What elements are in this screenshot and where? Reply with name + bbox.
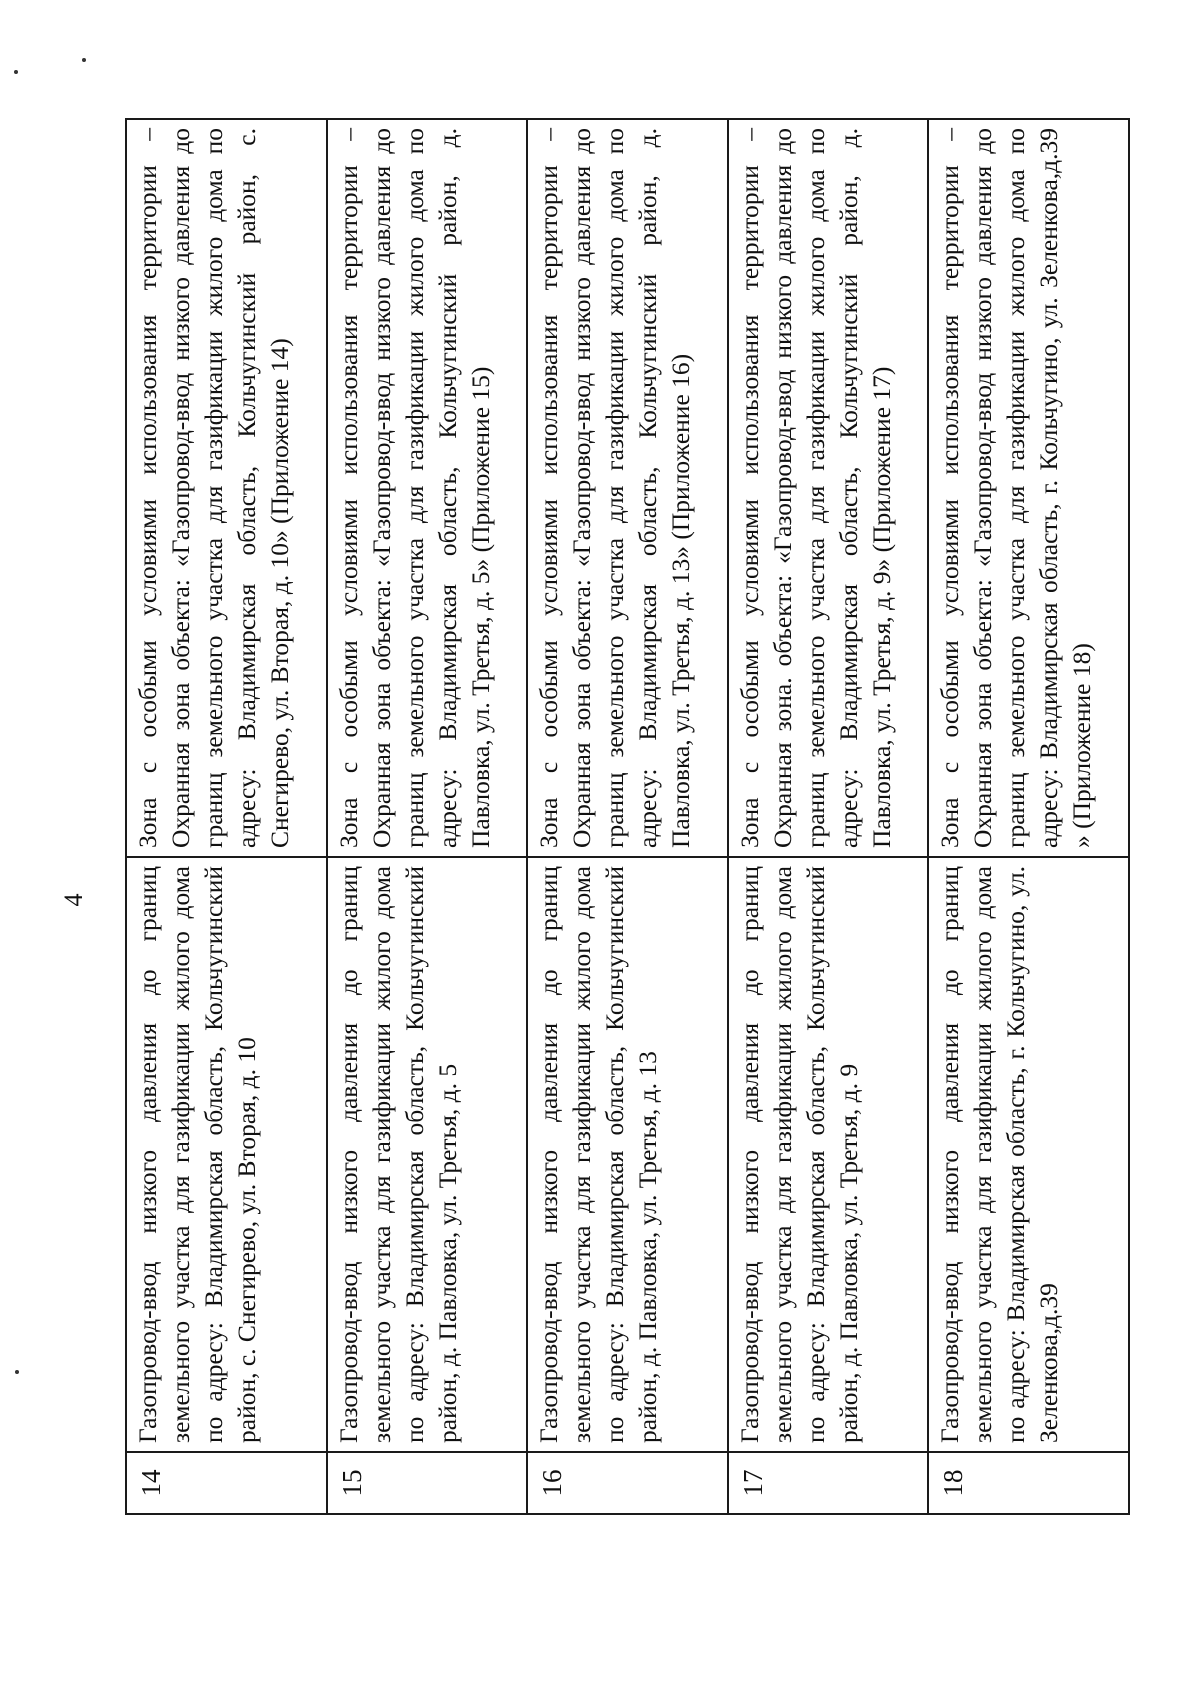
row-number: 18 — [928, 1452, 1129, 1514]
row-number: 14 — [126, 1452, 327, 1514]
object-cell: Газопровод-ввод низкого давления до границ земельного участка для газификации жилого дома по адресу: Владимирская область, Кольчугинский район, с. Снегирево, ул. Вторая, д. 10 — [126, 857, 327, 1452]
scan-speck — [15, 1370, 19, 1374]
zone-cell: Зона с особыми условиями использования территории – Охранная зона объекта: «Газопровод-ввод низкого давления до границ земельного участка для газификации жилого дома по адресу: Владимирская область, Кольчугинский район, с. Снегирево, ул. Вторая, д. 10» (Приложение 14) — [126, 119, 327, 857]
table-row — [728, 119, 929, 1514]
rotated-table — [125, 120, 1130, 1515]
object-cell: Газопровод-ввод низкого давления до границ земельного участка для газификации жилого дома по адресу: Владимирская область, Кольчугинский район, д. Павловка, ул. Третья, д. 13 — [527, 857, 728, 1452]
table-row — [527, 119, 728, 1514]
table-row — [126, 119, 327, 1514]
row-number: 16 — [527, 1452, 728, 1514]
row-number: 15 — [327, 1452, 528, 1514]
objects-zones-table — [125, 118, 1130, 1515]
page-number: 4 — [59, 893, 88, 907]
zone-cell: Зона с особыми условиями использования территории – Охранная зона объекта: «Газопровод-ввод низкого давления до границ земельного участка для газификации жилого дома по адресу: Владимирская область, Кольчугинский район, д. Павловка, ул. Третья, д. 13» (Приложение 16) — [527, 119, 728, 857]
zone-cell: Зона с особыми условиями использования территории – Охранная зона объекта: «Газопровод-ввод низкого давления до границ земельного участка для газификации жилого дома по адресу: Владимирская область, г. Кольчугино, ул. Зеленкова,д.39 » (Приложение 18) — [928, 119, 1129, 857]
scan-speck — [14, 70, 18, 74]
object-cell: Газопровод-ввод низкого давления до границ земельного участка для газификации жилого дома по адресу: Владимирская область, г. Кольчугино, ул. Зеленкова,д.39 — [928, 857, 1129, 1452]
zone-cell: Зона с особыми условиями использования территории – Охранная зона объекта: «Газопровод-ввод низкого давления до границ земельного участка для газификации жилого дома по адресу: Владимирская область, Кольчугинский район, д. Павловка, ул. Третья, д. 5» (Приложение 15) — [327, 119, 528, 857]
table-row — [928, 119, 1129, 1514]
table-row — [327, 119, 528, 1514]
zone-cell: Зона с особыми условиями использования территории – Охранная зона. объекта: «Газопровод-ввод низкого давления до границ земельного участка для газификации жилого дома по адресу: Владимирская область, Кольчугинский район, д. Павловка, ул. Третья, д. 9» (Приложение 17) — [728, 119, 929, 857]
scan-speck — [82, 58, 86, 62]
object-cell: Газопровод-ввод низкого давления до границ земельного участка для газификации жилого дома по адресу: Владимирская область, Кольчугинский район, д. Павловка, ул. Третья, д. 5 — [327, 857, 528, 1452]
object-cell: Газопровод-ввод низкого давления до границ земельного участка для газификации жилого дома по адресу: Владимирская область, Кольчугинский район, д. Павловка, ул. Третья, д. 9 — [728, 857, 929, 1452]
row-number: 17 — [728, 1452, 929, 1514]
table-container — [125, 120, 1130, 1515]
